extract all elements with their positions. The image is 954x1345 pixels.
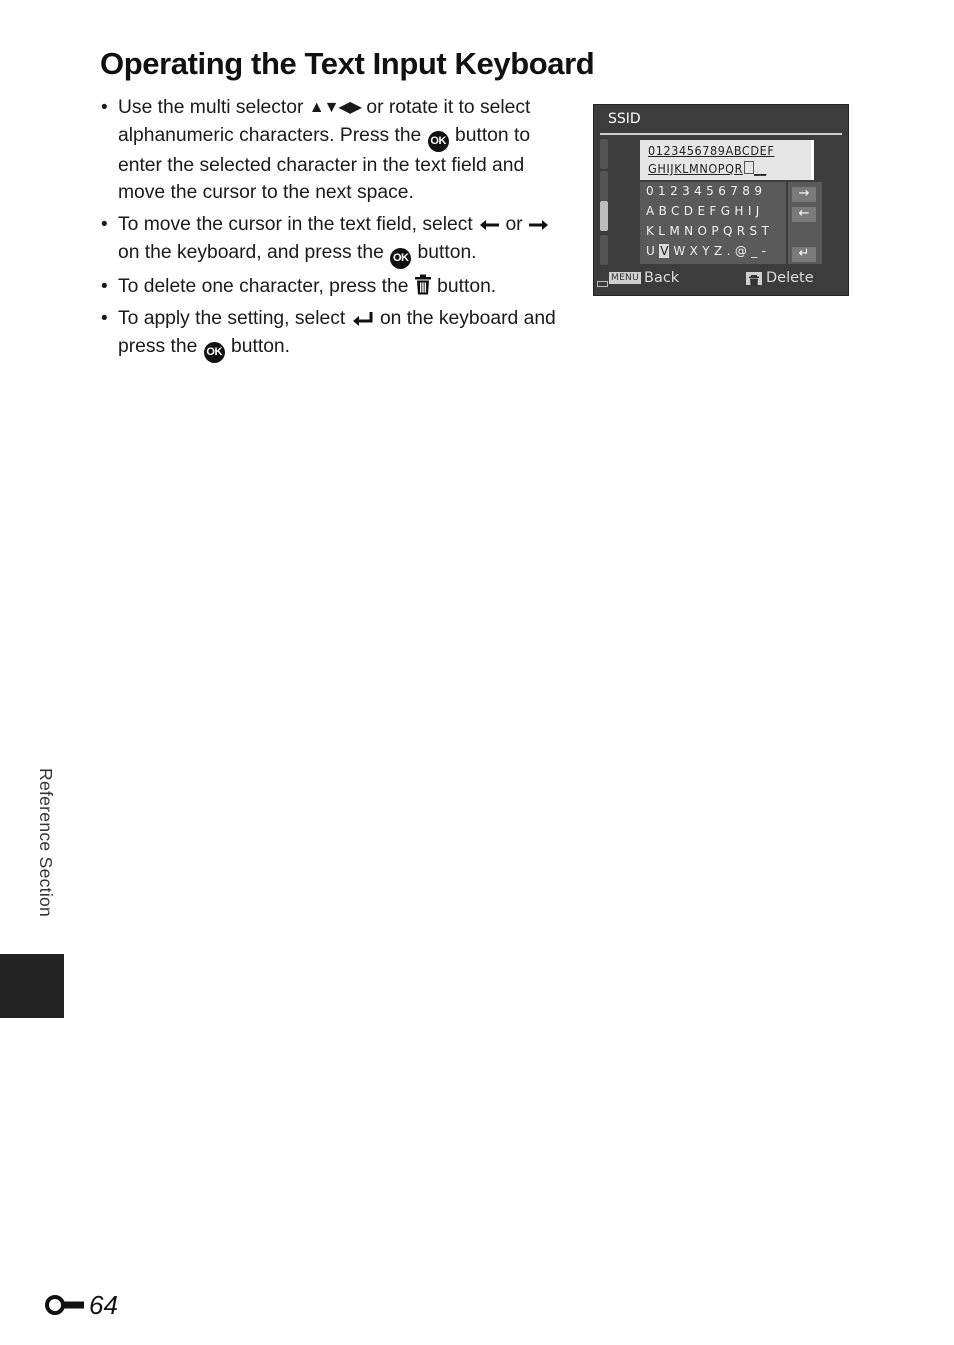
- camera-screen-illustration: [593, 104, 849, 296]
- cursor-keys: [788, 182, 822, 264]
- text-cursor: [744, 161, 754, 174]
- multi-selector-arrows-icon: ▲▼◀▶: [308, 99, 362, 116]
- ok-button-icon: OK: [428, 131, 449, 152]
- battery-icon: [597, 281, 608, 287]
- key-row: ABCDEFGHIJ: [646, 204, 764, 218]
- text-field-line: 0123456789ABCDEF: [648, 143, 775, 158]
- side-tab: [600, 171, 608, 201]
- list-item: • To move the cursor in the text field, select or on the keyboard, and press the OK button.: [100, 211, 570, 269]
- key-row: UV WXYZ.@_-: [646, 244, 771, 258]
- cursor-right-key: →: [792, 187, 816, 202]
- page-title: Operating the Text Input Keyboard: [100, 46, 595, 81]
- screen-footer: [594, 263, 848, 295]
- delete-button-icon: [746, 272, 762, 285]
- side-tab: [600, 139, 608, 169]
- selected-key: V: [660, 244, 669, 258]
- back-label: Back: [644, 270, 680, 286]
- right-arrow-icon: [528, 217, 550, 233]
- screen-title: SSID: [608, 111, 641, 127]
- text-field: [640, 140, 814, 180]
- section-side-label: Reference Section: [36, 768, 56, 918]
- key-row: 0123456789: [646, 184, 767, 198]
- character-keypad: [640, 182, 786, 264]
- enter-icon: [351, 311, 375, 327]
- ok-button-icon: OK: [390, 248, 411, 269]
- left-arrow-icon: [478, 217, 500, 233]
- cursor-left-key: ←: [792, 207, 816, 222]
- ok-button-icon: OK: [204, 342, 225, 363]
- list-item: • Use the multi selector ▲▼◀▶ or rotate it to select alphanumeric characters. Press the OK button to enter the selected character in the text field and move the cursor to the next space.: [100, 94, 570, 207]
- side-tab: [600, 201, 608, 231]
- trash-icon: [414, 274, 432, 295]
- reference-section-icon: [44, 1294, 86, 1316]
- text-field-line: GHIJKLMNOPQR __: [648, 161, 767, 176]
- list-item: • To apply the setting, select on the keyboard and press the OK button.: [100, 305, 570, 363]
- page-number: 64: [44, 1290, 118, 1320]
- list-item: • To delete one character, press the button.: [100, 273, 570, 301]
- key-row: KLMNOPQRST: [646, 224, 774, 238]
- section-tab-marker: [0, 954, 64, 1018]
- enter-key: ↵: [792, 247, 816, 262]
- instruction-list: [100, 94, 570, 367]
- delete-label: Delete: [766, 270, 814, 286]
- menu-button-icon: MENU: [611, 273, 639, 283]
- side-tab: [600, 235, 608, 265]
- title-divider: [600, 133, 842, 135]
